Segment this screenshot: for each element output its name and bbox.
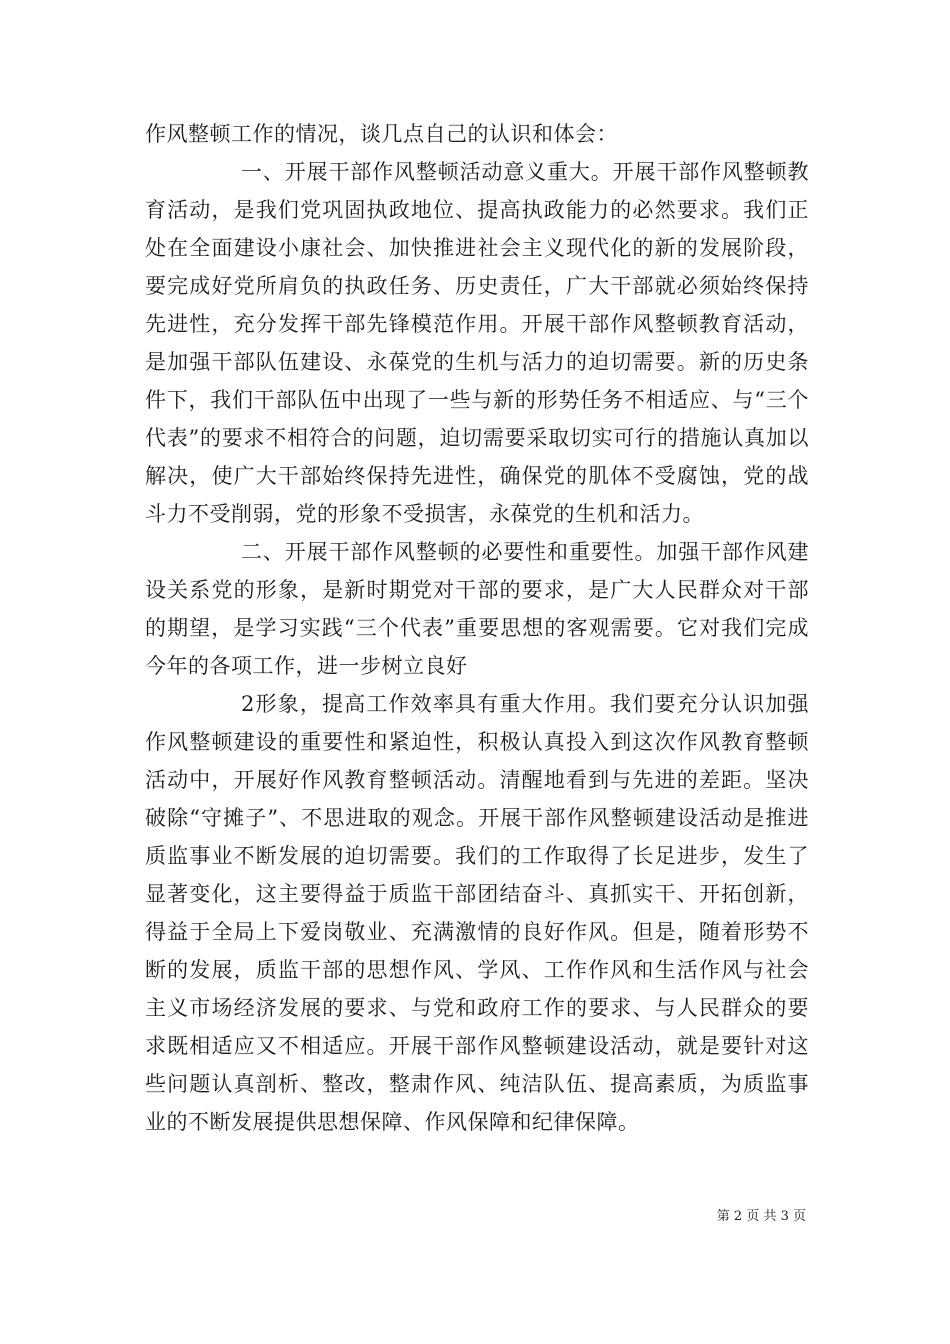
- paragraph-section-two: 二、开展干部作风整顿的必要性和重要性。加强干部作风建设关系党的形象，是新时期党对干部的要求，是广大人民群众对干部的期望，是学习实践“三个代表”重要思想的客观需要。它对我们完成今年的各项工作，进一步树立良好: [145, 540, 809, 678]
- paragraph-continuation: 2形象，提高工作效率具有重大作用。我们要充分认识加强作风整顿建设的重要性和紧迫性，积极认真投入到这次作风教育整顿活动中，开展好作风教育整顿活动。清醒地看到与先进的差距。坚决破除“守摊子”、不思进取的观念。开展干部作风整顿建设活动是推进质监事业不断发展的迫切需要。我们的工作取得了长足进步，发生了显著变化，这主要得益于质监干部团结奋斗、真抓实干、开拓创新，得益于全局上下爱岗敬业、充满激情的良好作风。但是，随着形势不断的发展，质监干部的思想作风、学风、工作作风和生活作风与社会主义市场经济发展的要求、与党和政府工作的要求、与人民群众的要求既相适应又不相适应。开展干部作风整顿建设活动，就是要针对这些问题认真剖析、整改，整肃作风、纯洁队伍、提高素质，为质监事业的不断发展提供思想保障、作风保障和纪律保障。: [145, 692, 809, 1134]
- paragraph-intro: 作风整顿工作的情况，谈几点自己的认识和体会：: [145, 122, 618, 146]
- document-body: [145, 115, 809, 1141]
- paragraph-section-one: 一、开展干部作风整顿活动意义重大。开展干部作风整顿教育活动，是我们党巩固执政地位、提高执政能力的必然要求。我们正处在全面建设小康社会、加快推进社会主义现代化的新的发展阶段，要完成好党所肩负的执政任务、历史责任，广大干部就必须始终保持先进性，充分发挥干部先锋模范作用。开展干部作风整顿教育活动，是加强干部队伍建设、永葆党的生机与活力的迫切需要。新的历史条件下，我们干部队伍中出现了一些与新的形势任务不相适应、与“三个代表”的要求不相符合的问题，迫切需要采取切实可行的措施认真加以解决，使广大干部始终保持先进性，确保党的肌体不受腐蚀，党的战斗力不受削弱，党的形象不受损害，永葆党的生机和活力。: [145, 160, 809, 526]
- page-number-footer: 第 2 页 共 3 页: [716, 1209, 806, 1224]
